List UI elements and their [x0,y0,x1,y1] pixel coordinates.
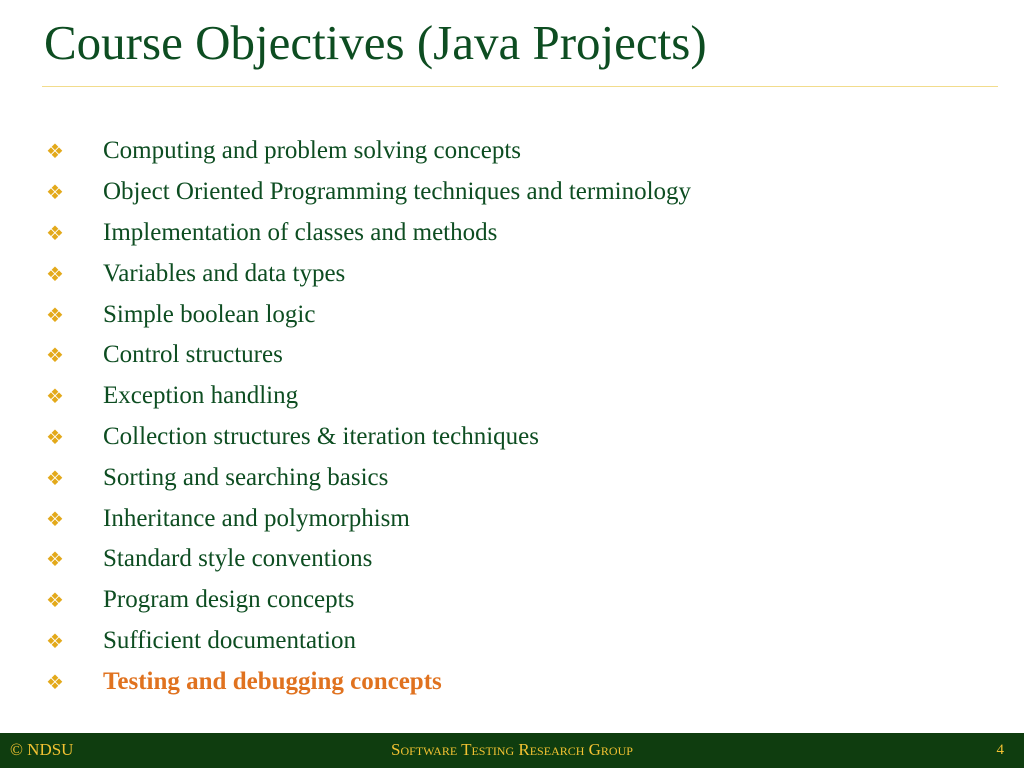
diamond-bullet-icon: ❖ [46,302,64,327]
bullet-item [46,539,691,580]
diamond-bullet-icon: ❖ [46,384,64,409]
bullet-text: Inheritance and polymorphism [103,504,410,532]
diamond-bullet-icon: ❖ [46,343,64,368]
slide-title: Course Objectives (Java Projects) [44,15,707,70]
diamond-bullet-icon: ❖ [46,628,64,653]
diamond-bullet-icon: ❖ [46,547,64,572]
bullet-text: Control structures [103,341,283,369]
bullet-item [46,621,691,662]
footer-group-name: Software Testing Research Group [391,740,633,759]
bullet-text: Testing and debugging concepts [103,667,442,695]
bullet-text: Program design concepts [103,586,355,614]
bullet-text: Collection structures & iteration techniques [103,422,539,450]
bullet-item [46,131,691,172]
bullet-text: Variables and data types [103,259,346,287]
diamond-bullet-icon: ❖ [46,465,64,490]
diamond-bullet-icon: ❖ [46,506,64,531]
bullet-item [46,498,691,539]
bullet-text: Simple boolean logic [103,300,316,328]
diamond-bullet-icon: ❖ [46,588,64,613]
diamond-bullet-icon: ❖ [46,669,64,694]
bullet-text: Implementation of classes and methods [103,218,498,246]
bullet-item [46,172,691,213]
bullet-text: Sorting and searching basics [103,463,389,491]
slide-number: 4 [996,742,1004,758]
bullet-item [46,335,691,376]
bullet-item [46,213,691,254]
bullet-item [46,661,691,702]
diamond-bullet-icon: ❖ [46,220,64,245]
bullet-item [46,376,691,417]
diamond-bullet-icon: ❖ [46,261,64,286]
bullet-text: Computing and problem solving concepts [103,137,522,165]
bullet-item [46,457,691,498]
bullet-text: Exception handling [103,382,299,410]
bullet-item [46,253,691,294]
bullet-list [46,131,691,702]
footer-bar [0,733,1024,768]
bullet-text: Standard style conventions [103,545,373,573]
diamond-bullet-icon: ❖ [46,424,64,449]
bullet-text: Sufficient documentation [103,626,356,654]
bullet-item [46,294,691,335]
diamond-bullet-icon: ❖ [46,180,64,205]
bullet-item [46,417,691,458]
bullet-text: Object Oriented Programming techniques and terminology [103,178,692,206]
footer-copyright: © NDSU [10,740,74,759]
bullet-item [46,580,691,621]
diamond-bullet-icon: ❖ [46,139,64,164]
title-divider [42,86,998,87]
